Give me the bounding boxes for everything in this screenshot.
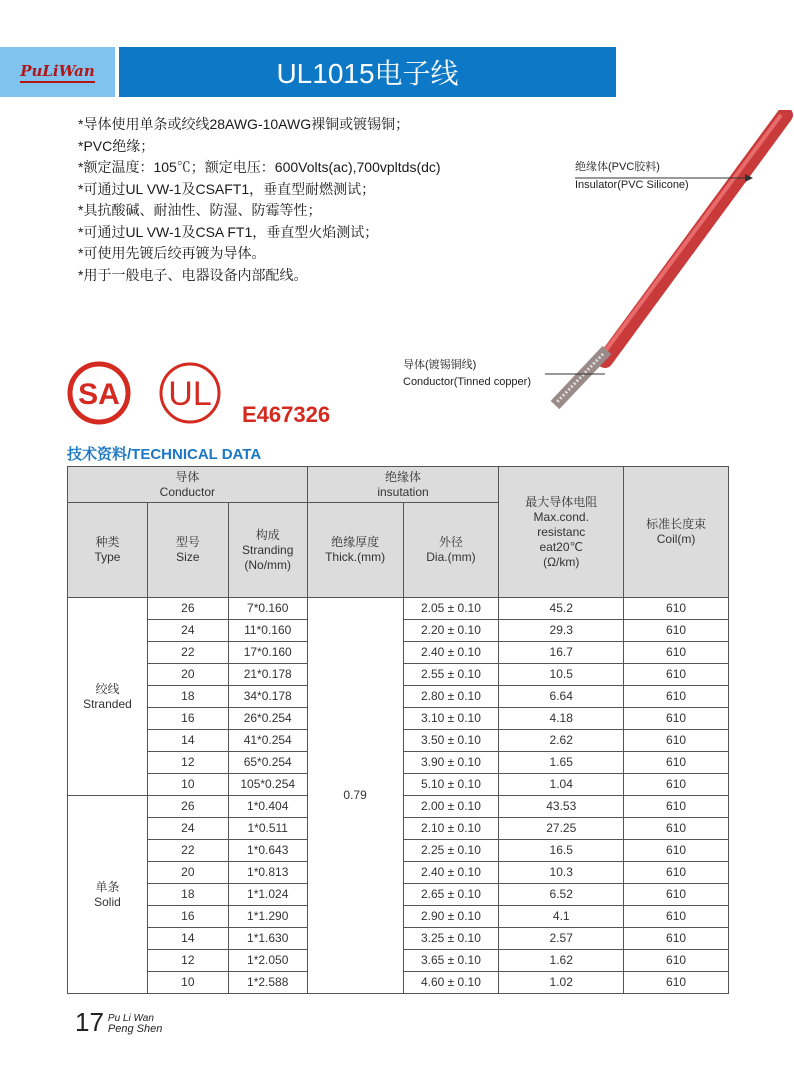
stranding-cell: 1*0.643 (228, 840, 307, 862)
diameter-cell: 2.40 ± 0.10 (403, 862, 499, 884)
resistance-cell: 45.2 (499, 598, 624, 620)
size-cell: 26 (147, 598, 228, 620)
size-cell: 20 (147, 664, 228, 686)
diameter-cell: 2.20 ± 0.10 (403, 620, 499, 642)
size-cell: 12 (147, 950, 228, 972)
logo-text: PuLiWan (20, 62, 95, 83)
diameter-cell: 3.50 ± 0.10 (403, 730, 499, 752)
csa-logo-icon (70, 364, 128, 422)
size-cell: 24 (147, 620, 228, 642)
section-title: 技术资料/TECHNICAL DATA (67, 446, 262, 463)
resistance-cell: 16.5 (499, 840, 624, 862)
ul-logo-icon (161, 364, 219, 422)
coil-cell: 610 (624, 840, 729, 862)
page-footer (75, 1007, 163, 1037)
resistance-cell: 10.5 (499, 664, 624, 686)
conductor-en: Conductor(Tinned copper) (403, 376, 531, 388)
feature-item: *可使用先镀后绞再镀为导体。 (78, 245, 266, 261)
feature-item: *PVC绝缘； (78, 137, 155, 154)
header-diameter: 外径 Dia.(mm) (403, 503, 499, 598)
table-row (68, 598, 729, 620)
size-cell: 12 (147, 752, 228, 774)
size-cell: 10 (147, 972, 228, 994)
coil-cell: 610 (624, 928, 729, 950)
header-type: 种类 Type (68, 503, 148, 598)
header-coil: 标准长度束 Coil(m) (624, 467, 729, 598)
resistance-cell: 29.3 (499, 620, 624, 642)
footer-name-1: Pu Li Wan (107, 1013, 154, 1024)
resistance-cell: 16.7 (499, 642, 624, 664)
resistance-cell: 43.53 (499, 796, 624, 818)
size-cell: 20 (147, 862, 228, 884)
coil-cell: 610 (624, 664, 729, 686)
coil-cell: 610 (624, 774, 729, 796)
diameter-cell: 2.05 ± 0.10 (403, 598, 499, 620)
stranding-cell: 11*0.160 (228, 620, 307, 642)
feature-item: *可通过UL VW-1及CSA FT1，垂直型火焰测试； (78, 223, 379, 240)
certificate-number: E467326 (242, 402, 331, 427)
coil-cell: 610 (624, 972, 729, 994)
stranding-cell: 1*0.813 (228, 862, 307, 884)
coil-cell: 610 (624, 642, 729, 664)
stranding-cell: 21*0.178 (228, 664, 307, 686)
coil-cell: 610 (624, 906, 729, 928)
coil-cell: 610 (624, 730, 729, 752)
coil-cell: 610 (624, 950, 729, 972)
resistance-cell: 2.57 (499, 928, 624, 950)
coil-cell: 610 (624, 818, 729, 840)
feature-item: *导体使用单条或绞线28AWG-10AWG裸铜或镀锡铜； (78, 116, 410, 132)
header-stranding: 构成 Stranding (No/mm) (228, 503, 307, 598)
size-cell: 22 (147, 642, 228, 664)
conductor-cn: 导体(镀锡铜线) (403, 359, 477, 371)
insulator-label (575, 160, 689, 193)
diameter-cell: 2.40 ± 0.10 (403, 642, 499, 664)
resistance-cell: 4.1 (499, 906, 624, 928)
feature-item: *用于一般电子、电器设备内部配线。 (78, 266, 308, 283)
certification-logos (66, 360, 236, 426)
resistance-cell: 10.3 (499, 862, 624, 884)
diameter-cell: 2.55 ± 0.10 (403, 664, 499, 686)
type-cell: 绞线 Stranded (68, 598, 148, 796)
technical-data-table (67, 466, 729, 994)
diameter-cell: 2.10 ± 0.10 (403, 818, 499, 840)
diameter-cell: 3.25 ± 0.10 (403, 928, 499, 950)
diameter-cell: 2.25 ± 0.10 (403, 840, 499, 862)
stranding-cell: 17*0.160 (228, 642, 307, 664)
size-cell: 26 (147, 796, 228, 818)
size-cell: 18 (147, 884, 228, 906)
resistance-cell: 6.64 (499, 686, 624, 708)
svg-text:UL: UL (168, 375, 212, 413)
diameter-cell: 4.60 ± 0.10 (403, 972, 499, 994)
diameter-cell: 2.65 ± 0.10 (403, 884, 499, 906)
header-size: 型号 Size (147, 503, 228, 598)
size-cell: 16 (147, 708, 228, 730)
feature-item: *具抗酸碱、耐油性、防湿、防霉等性； (78, 202, 322, 218)
stranding-cell: 1*1.290 (228, 906, 307, 928)
stranding-cell: 1*2.588 (228, 972, 307, 994)
diameter-cell: 5.10 ± 0.10 (403, 774, 499, 796)
resistance-cell: 4.18 (499, 708, 624, 730)
resistance-cell: 1.62 (499, 950, 624, 972)
stranding-cell: 1*0.511 (228, 818, 307, 840)
footer-name-2: Peng Shen (107, 1023, 163, 1035)
header-insulation: 绝缘体 insutation (307, 467, 499, 503)
stranding-cell: 65*0.254 (228, 752, 307, 774)
size-cell: 14 (147, 928, 228, 950)
header-resistance: 最大导体电阻 Max.cond. resistanc eat20℃ (Ω/km) (499, 467, 624, 598)
size-cell: 24 (147, 818, 228, 840)
coil-cell: 610 (624, 796, 729, 818)
header-conductor: 导体 Conductor (68, 467, 308, 503)
coil-cell: 610 (624, 752, 729, 774)
stranding-cell: 1*1.630 (228, 928, 307, 950)
resistance-cell: 1.04 (499, 774, 624, 796)
diameter-cell: 2.00 ± 0.10 (403, 796, 499, 818)
stranding-cell: 26*0.254 (228, 708, 307, 730)
feature-list (78, 114, 441, 286)
wire-illustration (545, 110, 794, 410)
brand-logo (0, 47, 115, 97)
resistance-cell: 2.62 (499, 730, 624, 752)
resistance-cell: 27.25 (499, 818, 624, 840)
size-cell: 22 (147, 840, 228, 862)
coil-cell: 610 (624, 620, 729, 642)
resistance-cell: 6.52 (499, 884, 624, 906)
stranding-cell: 41*0.254 (228, 730, 307, 752)
coil-cell: 610 (624, 708, 729, 730)
stranding-cell: 1*1.024 (228, 884, 307, 906)
stranding-cell: 34*0.178 (228, 686, 307, 708)
page-title: UL1015电子线 (119, 47, 616, 97)
stranding-cell: 7*0.160 (228, 598, 307, 620)
stranding-cell: 1*0.404 (228, 796, 307, 818)
diameter-cell: 2.80 ± 0.10 (403, 686, 499, 708)
feature-item: *可通过UL VW-1及CSAFT1，垂直型耐燃测试； (78, 180, 376, 197)
svg-text:SA: SA (78, 378, 120, 411)
insulator-en: Insulator(PVC Silicone) (575, 179, 689, 191)
type-cell: 单条 Solid (68, 796, 148, 994)
thickness-cell: 0.79 (307, 598, 403, 994)
stranding-cell: 105*0.254 (228, 774, 307, 796)
resistance-cell: 1.02 (499, 972, 624, 994)
insulator-cn: 绝缘体(PVC胶料) (575, 161, 660, 173)
feature-item: *额定温度：105℃；额定电压：600Volts(ac),700vpltds(dc) (78, 159, 441, 175)
diameter-cell: 3.10 ± 0.10 (403, 708, 499, 730)
size-cell: 16 (147, 906, 228, 928)
conductor-label (403, 358, 531, 390)
diameter-cell: 3.90 ± 0.10 (403, 752, 499, 774)
coil-cell: 610 (624, 686, 729, 708)
diameter-cell: 3.65 ± 0.10 (403, 950, 499, 972)
size-cell: 10 (147, 774, 228, 796)
coil-cell: 610 (624, 884, 729, 906)
diameter-cell: 2.90 ± 0.10 (403, 906, 499, 928)
header-thickness: 绝缘厚度 Thick.(mm) (307, 503, 403, 598)
size-cell: 14 (147, 730, 228, 752)
stranding-cell: 1*2.050 (228, 950, 307, 972)
coil-cell: 610 (624, 862, 729, 884)
page-number: 17 (75, 1007, 104, 1037)
resistance-cell: 1.65 (499, 752, 624, 774)
coil-cell: 610 (624, 598, 729, 620)
size-cell: 18 (147, 686, 228, 708)
